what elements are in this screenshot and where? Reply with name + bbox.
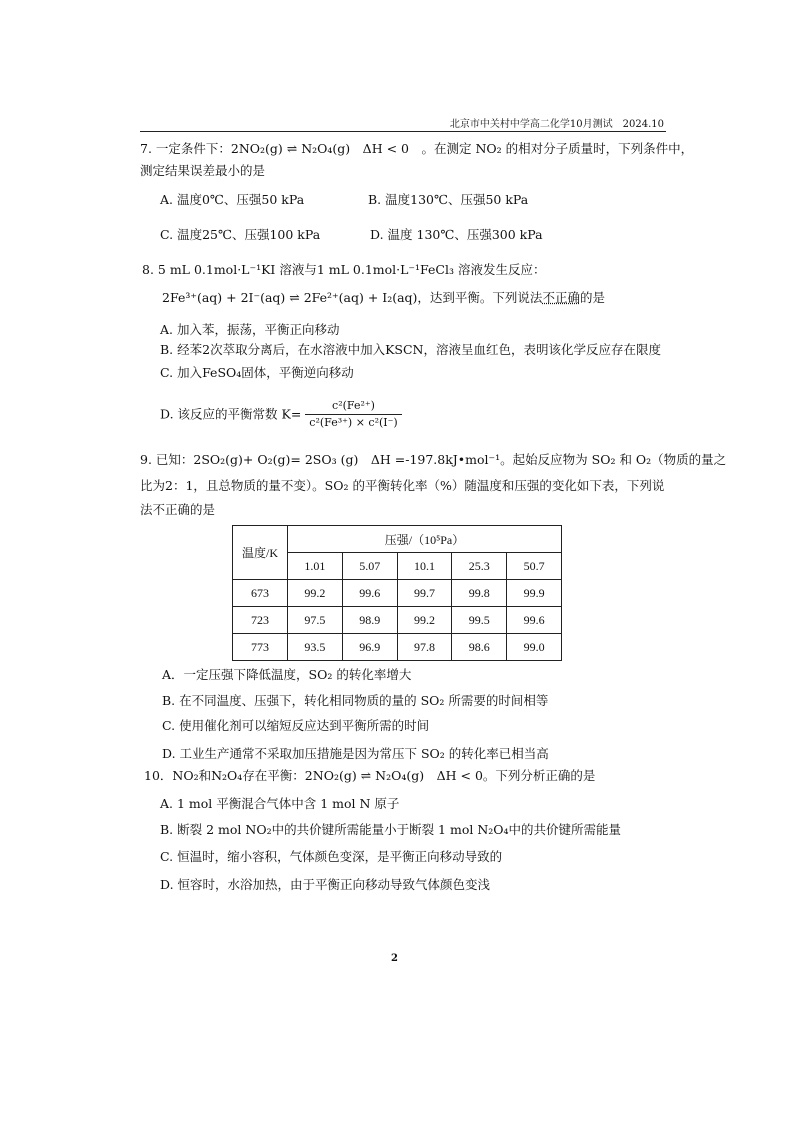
value-cell: 99.8 bbox=[452, 580, 507, 607]
q7-stem-line1: 7. 一定条件下：2NO₂(g) ⇌ N₂O₄(g) ΔH < 0 。在测定 NO₂ 的相对分子质量时，下列条件中， bbox=[140, 141, 694, 156]
value-cell: 99.6 bbox=[507, 607, 562, 634]
value-cell: 99.0 bbox=[507, 634, 562, 661]
q10-stem: 10．NO₂和N₂O₄存在平衡：2NO₂(g) ⇌ N₂O₄(g) ΔH < 0。下列分析正确的是 bbox=[144, 768, 596, 783]
q9-option-d: D. 工业生产通常不采取加压措施是因为常压下 SO₂ 的转化率已相当高 bbox=[162, 746, 549, 761]
q9-stem-line1: 9. 已知：2SO₂(g)+ O₂(g)= 2SO₃ (g) ΔH =-197.8kJ•mol⁻¹。起始反应物为 SO₂ 和 O₂（物质的量之 bbox=[140, 452, 727, 467]
value-cell: 99.5 bbox=[452, 607, 507, 634]
pressure-cell: 5.07 bbox=[342, 553, 397, 580]
temperature-cell: 673 bbox=[233, 580, 288, 607]
value-cell: 97.8 bbox=[397, 634, 452, 661]
q7-option-c: C. 温度25℃、压强100 kPa bbox=[160, 227, 321, 242]
q8-stem-line2 bbox=[162, 290, 605, 306]
table-row bbox=[233, 580, 562, 607]
q8-stem-end: 的是 bbox=[579, 290, 605, 305]
q8-reaction-text: 2Fe³⁺(aq) + 2I⁻(aq) ⇌ 2Fe²⁺(aq) + I₂(aq)，达到平衡。下列说法 bbox=[162, 290, 543, 305]
q8-option-d bbox=[160, 398, 402, 431]
pressure-cell: 1.01 bbox=[288, 553, 343, 580]
temperature-cell: 723 bbox=[233, 607, 288, 634]
value-cell: 99.9 bbox=[507, 580, 562, 607]
q8-option-d-prefix: D. 该反应的平衡常数 K= bbox=[160, 406, 302, 422]
q9-stem-line3: 法不正确的是 bbox=[140, 502, 216, 517]
q8-equilibrium-fraction bbox=[305, 398, 401, 431]
q7-option-b: B. 温度130℃、压强50 kPa bbox=[368, 192, 529, 207]
pressure-cell: 50.7 bbox=[507, 553, 562, 580]
q7-stem-line2: 测定结果误差最小的是 bbox=[140, 163, 266, 178]
page-header bbox=[140, 115, 666, 132]
pressure-cell: 25.3 bbox=[452, 553, 507, 580]
q9-option-b: B. 在不同温度、压强下，转化相同物质的量的 SO₂ 所需要的时间相等 bbox=[162, 693, 549, 708]
value-cell: 99.2 bbox=[288, 580, 343, 607]
q10-option-a: A. 1 mol 平衡混合气体中含 1 mol N 原子 bbox=[160, 796, 400, 811]
q8-emphasis: 不正确 bbox=[542, 290, 580, 305]
value-cell: 98.6 bbox=[452, 634, 507, 661]
q10-option-c: C. 恒温时，缩小容积，气体颜色变深，是平衡正向移动导致的 bbox=[160, 849, 503, 864]
q8-stem-line1: 8. 5 mL 0.1mol·L⁻¹KI 溶液与1 mL 0.1mol·L⁻¹FeCl₃ 溶液发生反应： bbox=[142, 262, 546, 277]
page-number: 2 bbox=[391, 953, 398, 964]
table-row bbox=[233, 607, 562, 634]
header-text: 北京市中关村中学高二化学10月测试 2024.10 bbox=[449, 119, 664, 130]
table-header-row bbox=[233, 526, 562, 553]
q10-option-d: D. 恒容时，水浴加热，由于平衡正向移动导致气体颜色变浅 bbox=[160, 877, 491, 892]
q7-option-a: A. 温度0℃、压强50 kPa bbox=[160, 192, 305, 207]
value-cell: 97.5 bbox=[288, 607, 343, 634]
q9-option-c: C. 使用催化剂可以缩短反应达到平衡所需的时间 bbox=[162, 718, 430, 733]
q9-option-a: A．一定压强下降低温度，SO₂ 的转化率增大 bbox=[162, 667, 412, 682]
pressure-cell: 10.1 bbox=[397, 553, 452, 580]
q10-option-b: B. 断裂 2 mol NO₂中的共价键所需能量小于断裂 1 mol N₂O₄中的共价键所需能量 bbox=[160, 822, 622, 837]
q8-fraction-denominator: c²(Fe³⁺) × c²(I⁻) bbox=[309, 416, 398, 429]
table-pressure-header: 压强/（10⁵Pa） bbox=[288, 526, 562, 553]
q9-stem-line2: 比为2：1，且总物质的量不变）。SO₂ 的平衡转化率（%）随温度和压强的变化如下表，下列说 bbox=[140, 478, 665, 493]
conversion-table bbox=[232, 525, 562, 661]
q8-option-a: A. 加入苯，振荡，平衡正向移动 bbox=[160, 322, 340, 337]
temperature-cell: 773 bbox=[233, 634, 288, 661]
value-cell: 96.9 bbox=[342, 634, 397, 661]
value-cell: 99.7 bbox=[397, 580, 452, 607]
value-cell: 99.6 bbox=[342, 580, 397, 607]
value-cell: 93.5 bbox=[288, 634, 343, 661]
value-cell: 98.9 bbox=[342, 607, 397, 634]
q7-option-d: D. 温度 130℃、压强300 kPa bbox=[370, 227, 543, 242]
q8-option-b: B. 经苯2次萃取分离后，在水溶液中加入KSCN，溶液呈血红色，表明该化学反应存在限度 bbox=[160, 342, 661, 357]
table-row bbox=[233, 634, 562, 661]
value-cell: 99.2 bbox=[397, 607, 452, 634]
q8-fraction-numerator: c²(Fe²⁺) bbox=[305, 398, 401, 415]
table-corner-cell: 温度/K bbox=[233, 526, 288, 580]
q8-option-c: C. 加入FeSO₄固体，平衡逆向移动 bbox=[160, 365, 354, 380]
